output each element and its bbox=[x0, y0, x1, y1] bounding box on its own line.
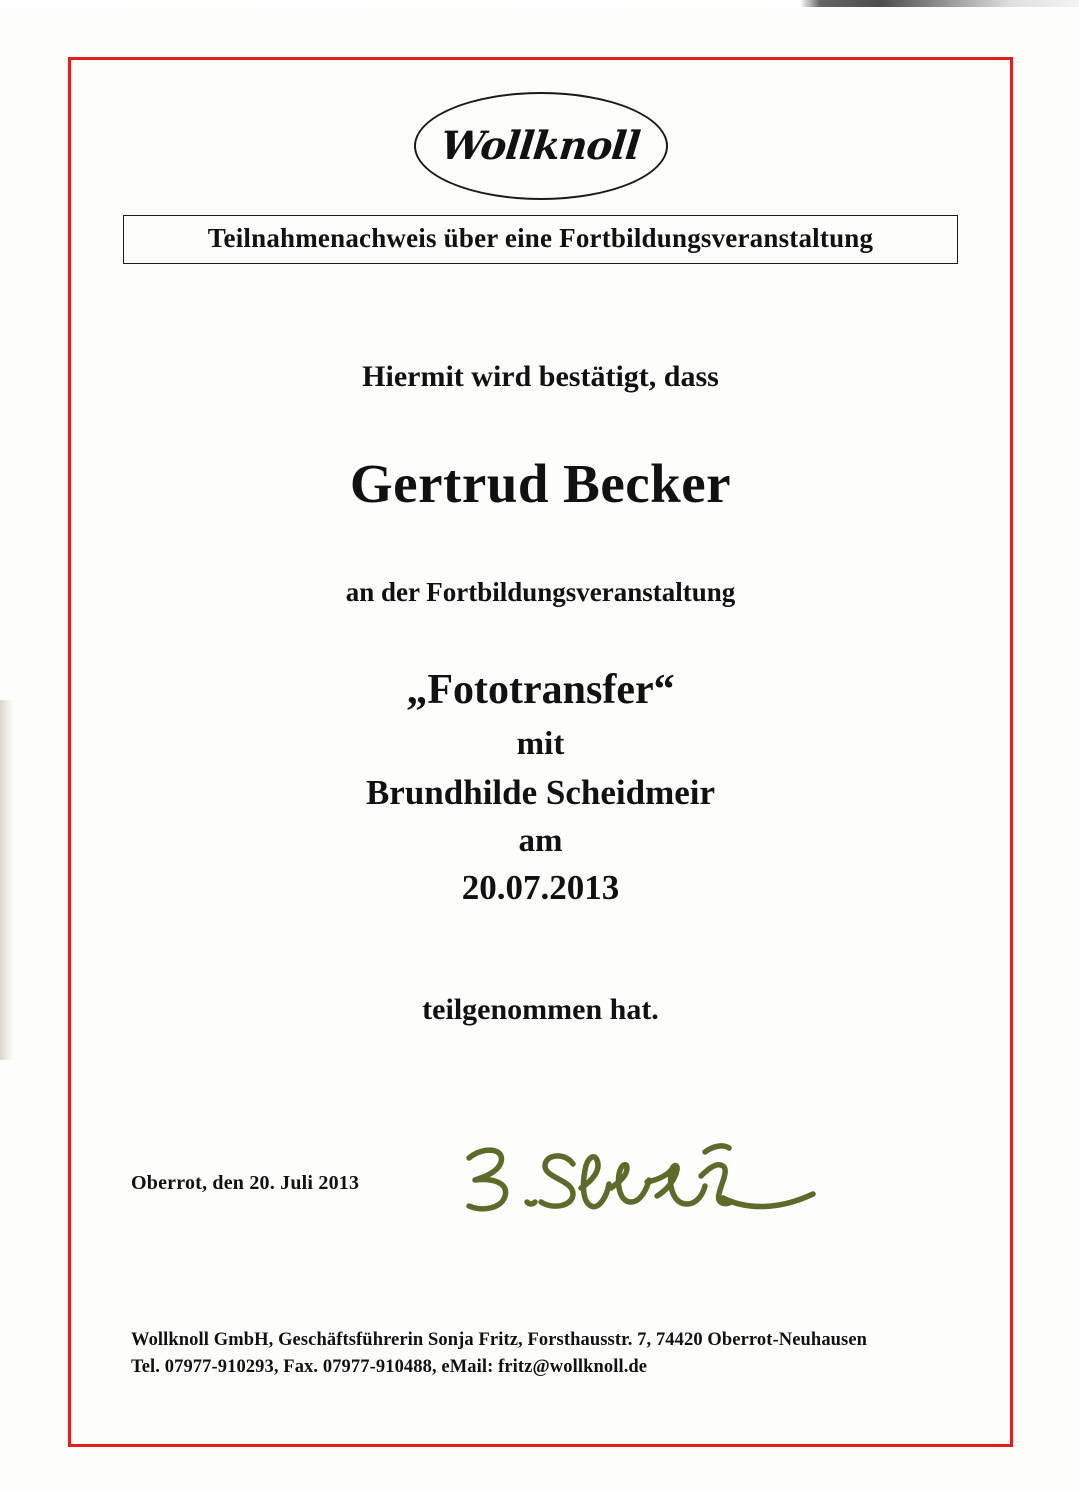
course-title: „Fototransfer“ bbox=[406, 667, 675, 713]
scan-edge-left bbox=[0, 700, 14, 1060]
certificate-border bbox=[68, 57, 1013, 1447]
instructor-name: Brundhilde Scheidmeir bbox=[365, 773, 716, 812]
course-with-word: mit bbox=[516, 726, 565, 762]
signature-row bbox=[131, 1150, 950, 1270]
brand-logo bbox=[71, 92, 1010, 200]
footer-contact-line: Tel. 07977-910293, Fax. 07977-910488, eMail: fritz@wollknoll.de bbox=[131, 1357, 648, 1378]
confirmation-line: Hiermit wird bestätigt, dass bbox=[362, 360, 719, 393]
company-footer bbox=[131, 1327, 970, 1383]
signature-strokes bbox=[461, 1136, 821, 1246]
scan-edge-top bbox=[0, 0, 1079, 7]
footer-address-line: Wollknoll GmbH, Geschäftsführerin Sonja Fritz, Forsthausstr. 7, 74420 Oberrot-Neuhausen bbox=[131, 1329, 868, 1350]
event-intro-line: an der Fortbildungsveranstaltung bbox=[345, 577, 736, 607]
certificate-subtitle: Teilnahmenachweis über eine Fortbildungsveranstaltung bbox=[207, 223, 874, 253]
certificate-body bbox=[71, 360, 1010, 1027]
logo-text: Wollknoll bbox=[438, 123, 643, 169]
signature-image bbox=[461, 1136, 821, 1246]
certificate-content bbox=[71, 60, 1010, 1444]
logo-ellipse bbox=[414, 92, 668, 200]
certificate-subtitle-box bbox=[123, 215, 958, 264]
participation-line: teilgenommen hat. bbox=[422, 993, 659, 1026]
course-on-word: am bbox=[518, 823, 563, 859]
course-date: 20.07.2013 bbox=[461, 868, 620, 907]
participant-name: Gertrud Becker bbox=[349, 453, 732, 514]
place-and-date: Oberrot, den 20. Juli 2013 bbox=[131, 1172, 360, 1194]
